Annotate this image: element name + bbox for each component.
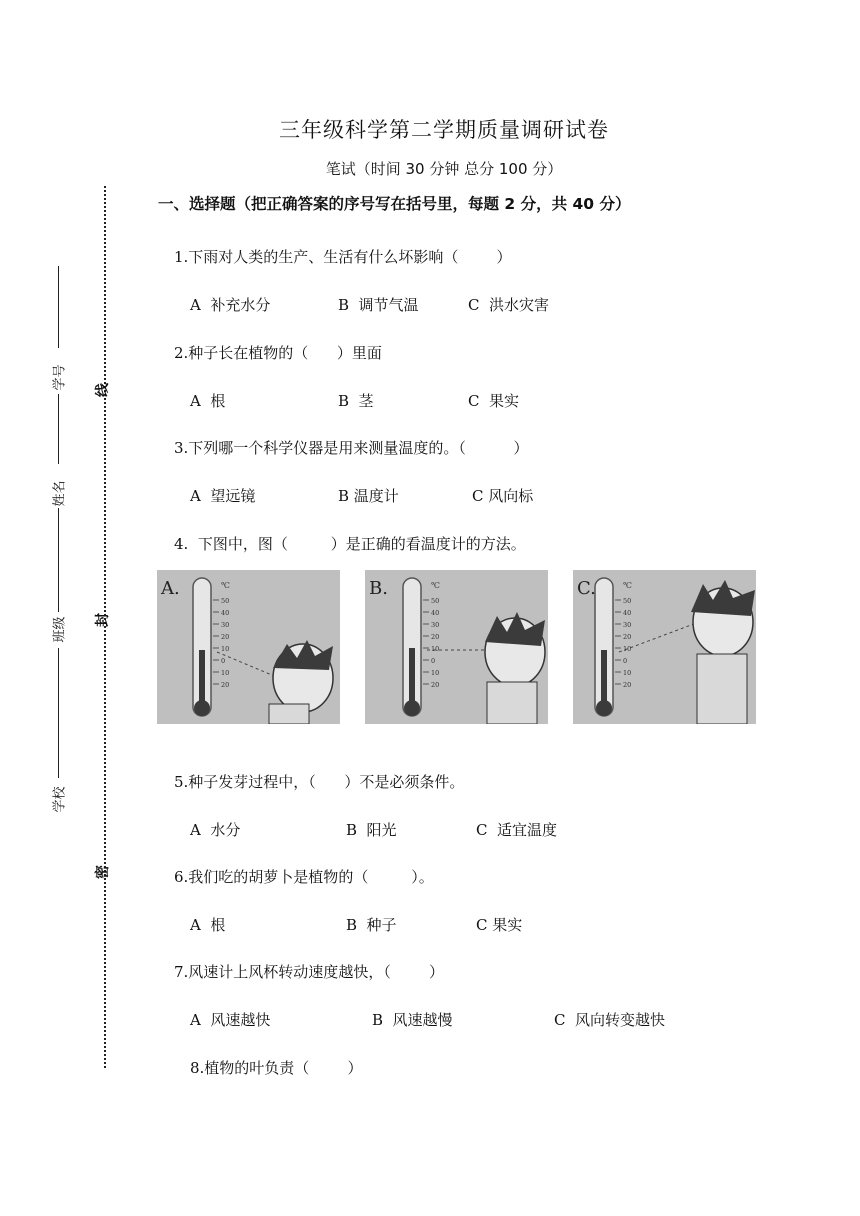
seal-char-secret: 密 [95, 865, 111, 879]
figure-b-illustration [365, 570, 548, 724]
question-3: 3.下列哪一个科学仪器是用来测量温度的。（ ） [174, 439, 529, 457]
figure-c-label: C. [577, 578, 596, 599]
seal-char-line: 线 [95, 383, 111, 397]
q2-option-b: B 茎 [338, 392, 374, 410]
q5-option-a: A 水分 [190, 821, 241, 839]
thermometer-tick-label: 40 [221, 609, 230, 617]
thermometer-tick-label: 20 [623, 681, 632, 689]
field-label-class: 班级 [52, 616, 68, 643]
thermometer-tick-label: 10 [221, 645, 230, 653]
question-2: 2.种子长在植物的（ ）里面 [174, 344, 382, 362]
field-label-school: 学校 [52, 786, 68, 813]
thermometer-tick-label: 40 [431, 609, 440, 617]
question-5: 5.种子发芽过程中，（ ）不是必须条件。 [174, 773, 465, 791]
thermometer-tick-label: 50 [623, 597, 632, 605]
thermometer-tick-label: 10 [431, 645, 440, 653]
field-underline-school [58, 648, 59, 778]
q1-option-a: A 补充水分 [190, 296, 271, 314]
thermometer-tick-label: 30 [623, 621, 632, 629]
field-underline-name [58, 394, 59, 464]
thermometer-unit: ℃ [623, 581, 632, 590]
field-underline-student-id [58, 266, 59, 348]
field-label-student-id: 学号 [52, 364, 68, 391]
field-underline-class [58, 508, 59, 612]
question-7: 7.风速计上风杯转动速度越快，（ ） [174, 963, 444, 981]
question-6: 6.我们吃的胡萝卜是植物的（ ）。 [174, 868, 434, 886]
figure-a-label: A. [161, 578, 180, 599]
field-label-name: 姓名 [52, 480, 68, 507]
thermometer-tick-label: 20 [221, 681, 230, 689]
q6-option-b: B 种子 [346, 916, 397, 934]
q5-option-c: C 适宜温度 [476, 821, 558, 839]
thermometer-tick-label: 20 [623, 633, 632, 641]
thermometer-tick-label: 20 [431, 681, 440, 689]
question-1: 1.下雨对人类的生产、生活有什么坏影响（ ） [174, 248, 512, 266]
thermometer-tick-label: 50 [431, 597, 440, 605]
q1-option-c: C 洪水灾害 [468, 296, 550, 314]
q3-option-b: B 温度计 [338, 487, 399, 505]
thermometer-tick-label: 40 [623, 609, 632, 617]
question-8: 8.植物的叶负责（ ） [190, 1059, 363, 1077]
exam-subtitle: 笔试（时间 30 分钟 总分 100 分） [325, 160, 563, 178]
seal-char-seal: 封 [95, 613, 111, 627]
thermometer-unit: ℃ [431, 581, 440, 590]
q6-option-a: A 根 [190, 916, 226, 934]
thermometer-tick-label: 30 [431, 621, 440, 629]
thermometer-tick-label: 0 [623, 657, 628, 665]
thermometer-tick-label: 10 [623, 669, 632, 677]
q3-option-a: A 望远镜 [190, 487, 256, 505]
thermometer-tick-label: 10 [431, 669, 440, 677]
thermometer-tick-label: 20 [221, 633, 230, 641]
q1-option-b: B 调节气温 [338, 296, 419, 314]
q2-option-a: A 根 [190, 392, 226, 410]
figure-a-illustration [157, 570, 340, 724]
figure-c-illustration [573, 570, 756, 724]
page-title: 三年级科学第二学期质量调研试卷 [279, 118, 609, 142]
figure-b [365, 570, 548, 724]
thermometer-tick-label: 30 [221, 621, 230, 629]
q7-option-a: A 风速越快 [190, 1011, 271, 1029]
question-4: 4. 下图中，图（ ）是正确的看温度计的方法。 [174, 535, 526, 553]
thermometer-tick-label: 50 [221, 597, 230, 605]
thermometer-tick-label: 0 [221, 657, 226, 665]
q7-option-c: C 风向转变越快 [554, 1011, 666, 1029]
q7-option-b: B 风速越慢 [372, 1011, 453, 1029]
q6-option-c: C 果实 [476, 916, 523, 934]
figure-b-label: B. [369, 578, 388, 599]
thermometer-tick-label: 10 [623, 645, 632, 653]
thermometer-tick-label: 20 [431, 633, 440, 641]
q2-option-c: C 果实 [468, 392, 520, 410]
q5-option-b: B 阳光 [346, 821, 397, 839]
thermometer-tick-label: 0 [431, 657, 436, 665]
thermometer-tick-label: 10 [221, 669, 230, 677]
figure-a [157, 570, 340, 724]
figure-c [573, 570, 756, 724]
section-title: 一、选择题（把正确答案的序号写在括号里，每题 2 分，共 40 分） [158, 195, 631, 213]
q3-option-c: C 风向标 [472, 487, 534, 505]
thermometer-unit: ℃ [221, 581, 230, 590]
